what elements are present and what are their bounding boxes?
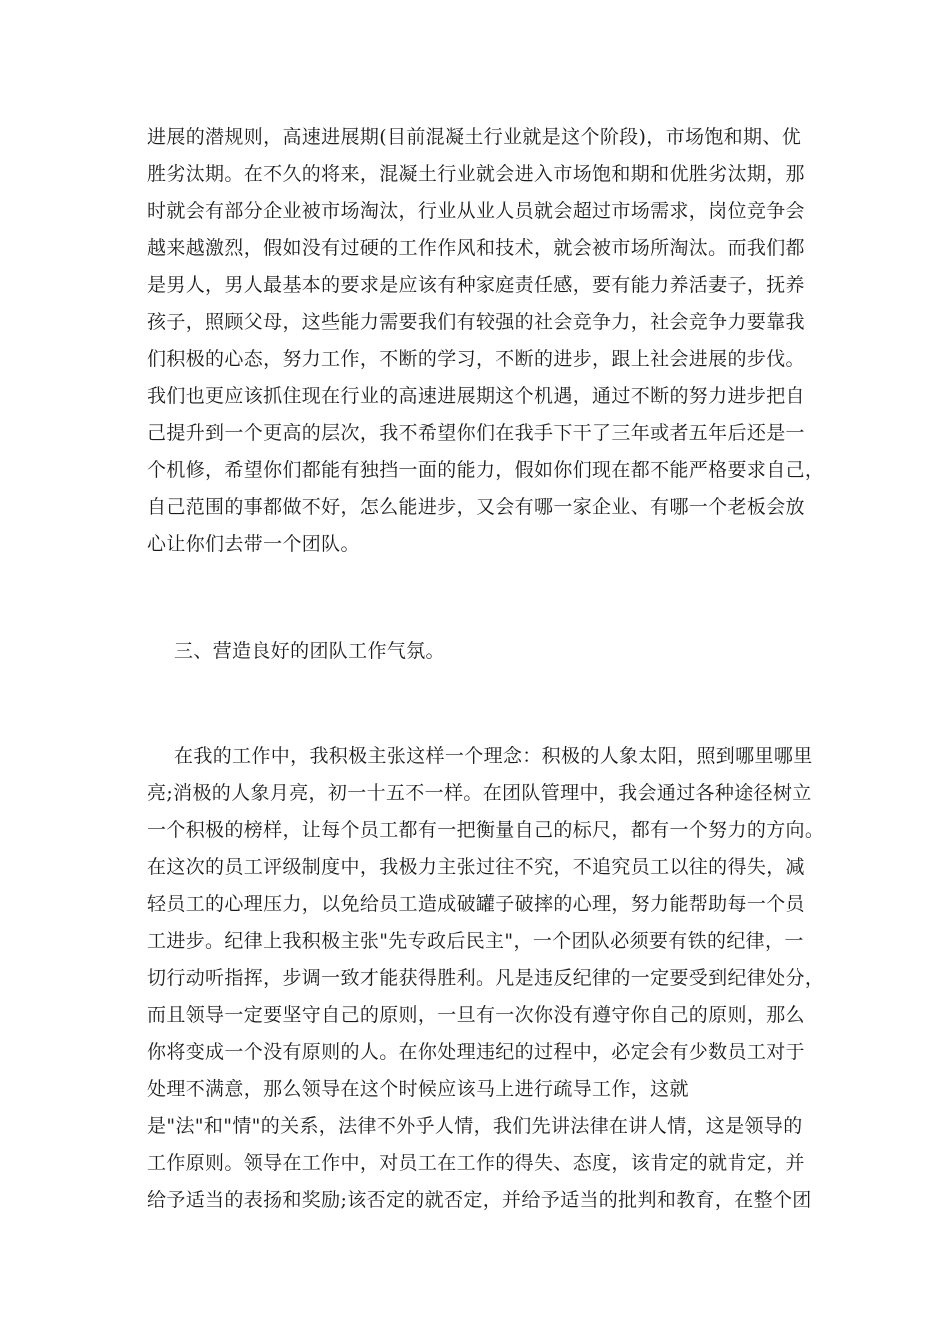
body-text-line: 我们也更应该抓住现在行业的高速进展期这个机遇，通过不断的努力进步把自: [147, 385, 805, 407]
body-text-line: 而且领导一定要坚守自己的原则，一旦有一次你没有遵守你自己的原则，那么: [147, 1004, 805, 1026]
body-text-line: 在这次的员工评级制度中，我极力主张过往不究，不追究员工以往的得失，减: [147, 856, 805, 878]
body-text-line: 们积极的心态，努力工作，不断的学习，不断的进步，跟上社会进展的步伐。: [147, 348, 805, 370]
body-text-line: 在我的工作中，我积极主张这样一个理念：积极的人象太阳，照到哪里哪里: [174, 745, 813, 767]
body-text-line: 越来越激烈，假如没有过硬的工作作风和技术，就会被市场所淘汰。而我们都: [147, 237, 805, 259]
body-text-line: 是男人，男人最基本的要求是应该有种家庭责任感，要有能力养活妻子，抚养: [147, 274, 805, 296]
body-text-line: 时就会有部分企业被市场淘汰，行业从业人员就会超过市场需求，岗位竞争会: [147, 200, 805, 222]
body-text-line: 自己范围的事都做不好，怎么能进步，又会有哪一家企业、有哪一个老板会放: [147, 496, 805, 518]
body-text-line: 切行动听指挥，步调一致才能获得胜利。凡是违反纪律的一定要受到纪律处分，: [147, 967, 825, 989]
body-text-line: 个机修，希望你们都能有独挡一面的能力，假如你们现在都不能严格要求自己，: [147, 459, 825, 481]
body-text-line: 进展的潜规则，高速进展期(目前混凝土行业就是这个阶段)，市场饱和期、优: [147, 126, 802, 148]
body-text-line: 亮;消极的人象月亮，初一十五不一样。在团队管理中，我会通过各种途径树立: [147, 782, 812, 804]
body-text-line: 轻员工的心理压力，以免给员工造成破罐子破摔的心理，努力能帮助每一个员: [147, 893, 805, 915]
body-text-line: 心让你们去带一个团队。: [147, 533, 360, 555]
body-text-line: 你将变成一个没有原则的人。在你处理违纪的过程中，必定会有少数员工对于: [147, 1041, 805, 1063]
body-text-line: 胜劣汰期。在不久的将来，混凝土行业就会进入市场饱和期和优胜劣汰期，那: [147, 163, 805, 185]
body-text-line: 工进步。纪律上我积极主张"先专政后民主"，一个团队必须要有铁的纪律，一: [147, 930, 804, 952]
body-text-line: 处理不满意，那么领导在这个时候应该马上进行疏导工作，这就: [147, 1078, 689, 1100]
body-text-line: 工作原则。领导在工作中，对员工在工作的得失、态度，该肯定的就肯定，并: [147, 1152, 805, 1174]
body-text-line: 孩子，照顾父母，这些能力需要我们有较强的社会竞争力，社会竞争力要靠我: [147, 311, 805, 333]
body-text-line: 一个积极的榜样，让每个员工都有一把衡量自己的标尺，都有一个努力的方向。: [147, 819, 825, 841]
section-heading: 三、营造良好的团队工作气氛。: [174, 640, 445, 662]
body-text-line: 己提升到一个更高的层次，我不希望你们在我手下干了三年或者五年后还是一: [147, 422, 805, 444]
body-text-line: 给予适当的表扬和奖励;该否定的就否定，并给予适当的批判和教育，在整个团: [147, 1189, 812, 1211]
body-text-line: 是"法"和"情"的关系，法律不外乎人情，我们先讲法律在讲人情，这是领导的: [147, 1115, 803, 1137]
